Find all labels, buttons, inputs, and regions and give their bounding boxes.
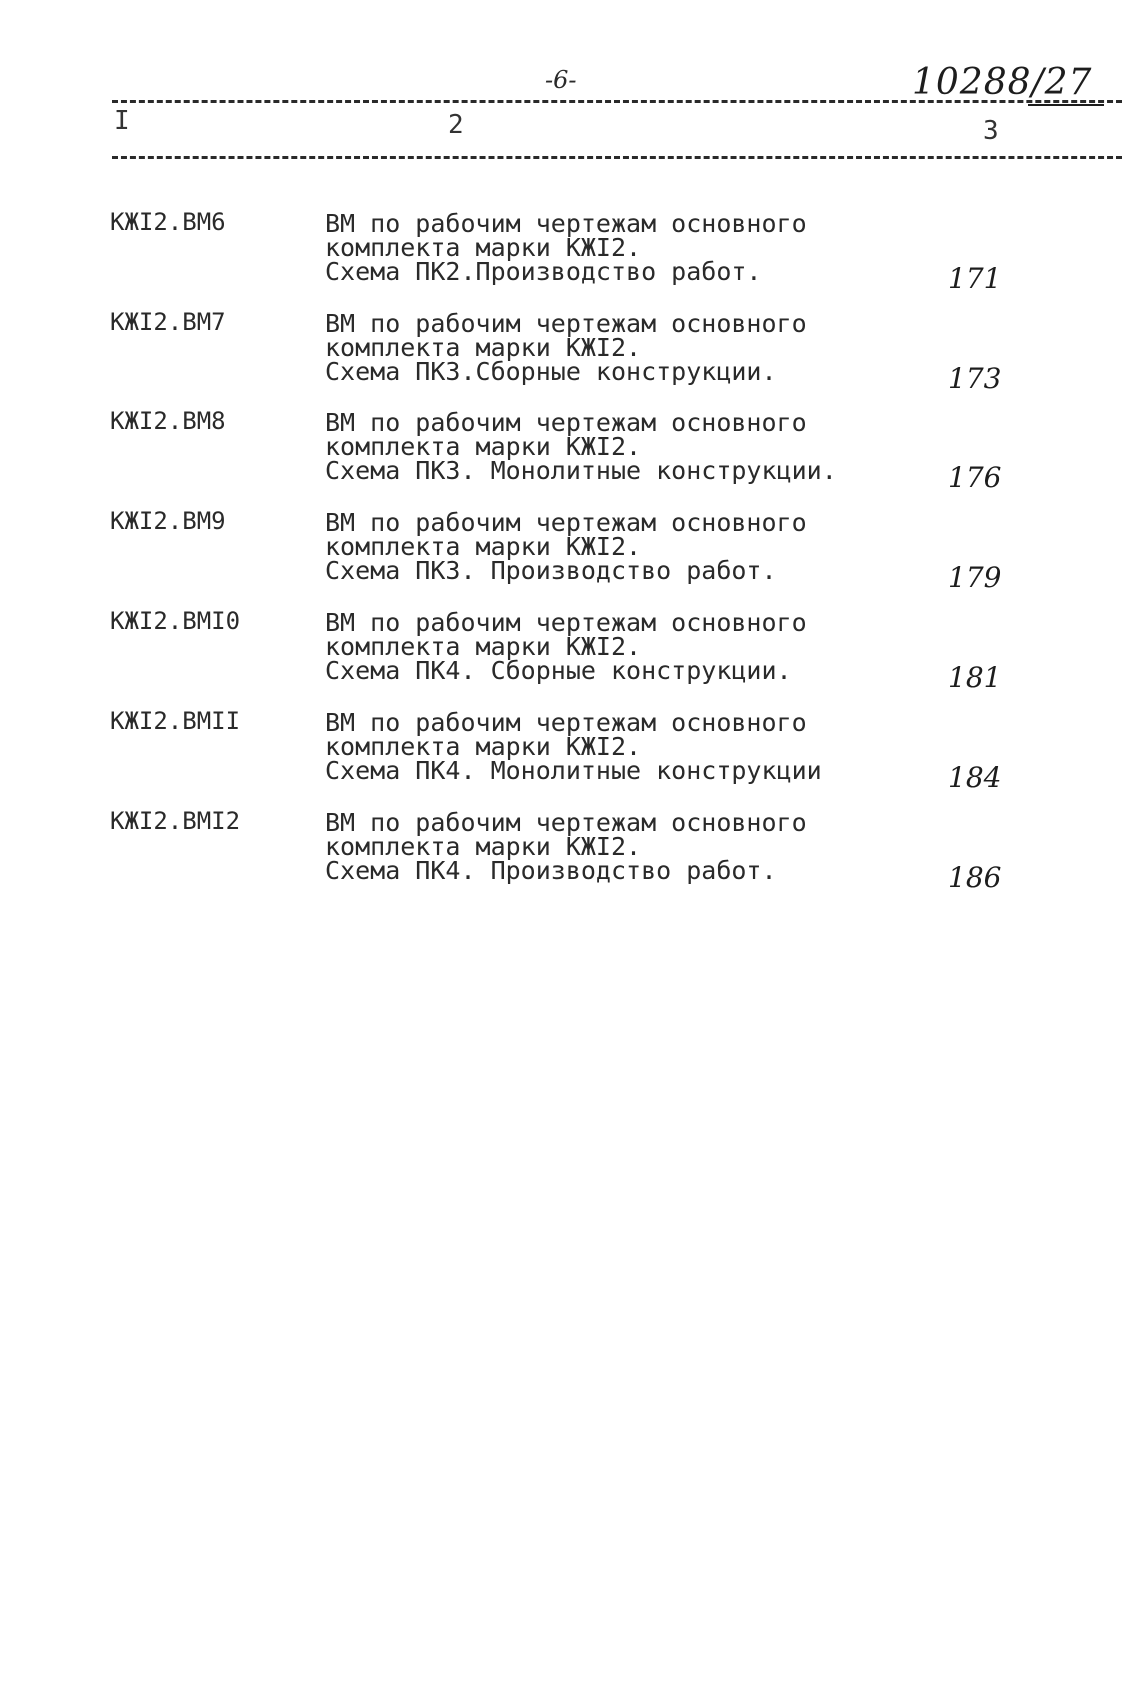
entry-description-line: комплекта марки КЖI2.: [325, 532, 642, 561]
table-header-top-rule: [112, 100, 1122, 103]
column-header-1: I: [114, 106, 130, 136]
table-row: [0, 208, 1144, 298]
table-row: [0, 407, 1144, 497]
entry-code: КЖI2.ВМI0: [110, 607, 241, 635]
entry-description: [325, 808, 807, 885]
entry-description-line: ВМ по рабочим чертежам основного: [325, 309, 807, 338]
table-row: [0, 607, 1144, 697]
entry-page: 184: [948, 761, 1002, 794]
page-number: -6-: [545, 66, 577, 94]
entry-description-line: ВМ по рабочим чертежам основного: [325, 708, 807, 737]
entry-description-line: Схема ПК4. Сборные конструкции.: [325, 656, 792, 685]
entry-page: 176: [948, 461, 1002, 494]
entry-description-line: комплекта марки КЖI2.: [325, 832, 642, 861]
entry-description-line: комплекта марки КЖI2.: [325, 333, 642, 362]
column-header-3: 3: [983, 116, 999, 146]
entry-description: [325, 508, 807, 585]
document-code: 10288/27: [912, 62, 1093, 103]
entry-description-line: ВМ по рабочим чертежам основного: [325, 608, 807, 637]
entry-description-line: ВМ по рабочим чертежам основного: [325, 209, 807, 238]
entry-code: КЖI2.ВМ7: [110, 308, 226, 336]
table-row: [0, 308, 1144, 398]
entry-description: [325, 209, 807, 286]
entry-page: 181: [948, 661, 1002, 694]
column-header-2: 2: [448, 110, 464, 140]
table-header-bottom-rule: [112, 156, 1122, 159]
document-code-underline: [1028, 104, 1104, 106]
entry-page: 179: [948, 561, 1002, 594]
entry-description-line: ВМ по рабочим чертежам основного: [325, 408, 807, 437]
entry-page: 186: [948, 861, 1002, 894]
table-row: [0, 707, 1144, 797]
entry-page: 171: [948, 262, 1002, 295]
entry-code: КЖI2.ВМI2: [110, 807, 241, 835]
table-row: [0, 807, 1144, 897]
entry-description: [325, 608, 807, 685]
entry-description-line: Схема ПК4. Монолитные конструкции: [325, 756, 822, 785]
entry-description-line: Схема ПК3.Сборные конструкции.: [325, 357, 777, 386]
entry-code: КЖI2.ВМII: [110, 707, 241, 735]
entry-description-line: комплекта марки КЖI2.: [325, 432, 642, 461]
entry-description-line: комплекта марки КЖI2.: [325, 233, 642, 262]
entry-description-line: Схема ПК3. Монолитные конструкции.: [325, 456, 837, 485]
entry-page: 173: [948, 362, 1002, 395]
entry-description: [325, 408, 837, 485]
entry-code: КЖI2.ВМ6: [110, 208, 226, 236]
entry-description-line: комплекта марки КЖI2.: [325, 732, 642, 761]
entry-description-line: Схема ПК4. Производство работ.: [325, 856, 777, 885]
entry-description: [325, 309, 807, 386]
entry-code: КЖI2.ВМ9: [110, 507, 226, 535]
entry-description-line: ВМ по рабочим чертежам основного: [325, 808, 807, 837]
table-row: [0, 507, 1144, 597]
entry-description-line: Схема ПК3. Производство работ.: [325, 556, 777, 585]
entry-description-line: Схема ПК2.Производство работ.: [325, 257, 762, 286]
entry-code: КЖI2.ВМ8: [110, 407, 226, 435]
entry-description: [325, 708, 822, 785]
entry-description-line: комплекта марки КЖI2.: [325, 632, 642, 661]
entry-description-line: ВМ по рабочим чертежам основного: [325, 508, 807, 537]
